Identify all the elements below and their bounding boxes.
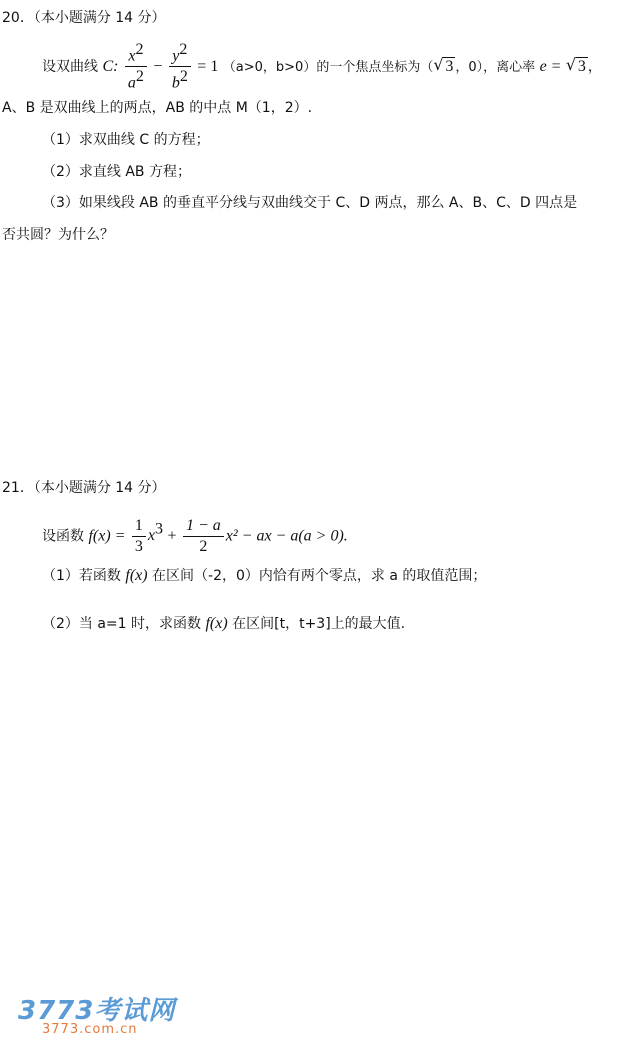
q21-header: 21．（本小题满分 14 分） xyxy=(2,480,166,496)
q20-stem-line2: A、B 是双曲线上的两点，AB 的中点 M（1，2）. xyxy=(2,100,313,116)
q20-stem-prefix: 设双曲线 xyxy=(42,58,98,75)
logo-main-text: 3773考试网 xyxy=(18,996,176,1026)
q20-e-eq: e = xyxy=(539,57,562,75)
q20-stem-line1: 设双曲线 C: $\frac{x^2}{a^2}$ − $\frac{y^2}{b^2}$ = 1 （a>0，b>0）的一个焦点坐标为（ √ 3 ，0），离心率 e = √ 3 ， xyxy=(42,41,602,92)
q20-part3-line1: （3）如果线段 AB 的垂直平分线与双曲线交于 C、D 两点，那么 A、B、C、D 四点是 xyxy=(42,195,578,211)
q20-part2: （2）求直线 AB 方程； xyxy=(42,164,191,180)
q20-frac-x: $\frac{x^2}{a^2}$ xyxy=(125,40,147,94)
q20-condition: （a>0，b>0）的一个焦点坐标为（ xyxy=(222,59,434,75)
q20-eq-rhs: = 1 xyxy=(197,57,219,75)
q20-part1: （1）求双曲线 C 的方程； xyxy=(42,132,210,148)
q21-part2-fx: f(x) xyxy=(205,615,228,632)
q20-header: 20．（本小题满分 14 分） xyxy=(2,10,166,26)
q21-fx: f(x) = xyxy=(88,527,126,545)
q21-stem-prefix: 设函数 xyxy=(42,528,84,545)
q21-part1: （1）若函数 f(x) 在区间（-2，0）内恰有两个零点，求 a 的取值范围； xyxy=(42,567,487,584)
q20-sqrt3-focus: √ 3 xyxy=(433,54,454,75)
q21-frac2: $\frac{1 - a}{2}$ xyxy=(183,516,224,557)
q21-part2: （2）当 a=1 时，求函数 f(x) 在区间[t，t+3]上的最大值. xyxy=(42,615,406,632)
q21-x3: $x^3$ xyxy=(147,521,164,545)
q20-sqrt3-e: √ 3 xyxy=(565,54,586,75)
q21-stem: 设函数 f(x) = $\frac{1}{3}$ $x^3$ + $\frac{1 - a}{2}$ x² − ax − a(a > 0). xyxy=(42,516,348,555)
q20-frac-y: $\frac{y^2}{b^2}$ xyxy=(169,40,191,94)
q20-part3-line2: 否共圆？为什么？ xyxy=(2,227,114,243)
q21-part1-fx: f(x) xyxy=(125,567,148,584)
logo-sub-text: 3773.com.cn xyxy=(42,1022,138,1037)
q21-frac1: $\frac{1}{3}$ xyxy=(132,516,146,557)
q20-focus-tail: ，0），离心率 xyxy=(455,59,536,75)
site-logo[interactable] xyxy=(18,990,188,1045)
q20-curve-name: C: xyxy=(102,57,119,75)
q21-tail: x² − ax − a(a > 0). xyxy=(225,527,348,545)
